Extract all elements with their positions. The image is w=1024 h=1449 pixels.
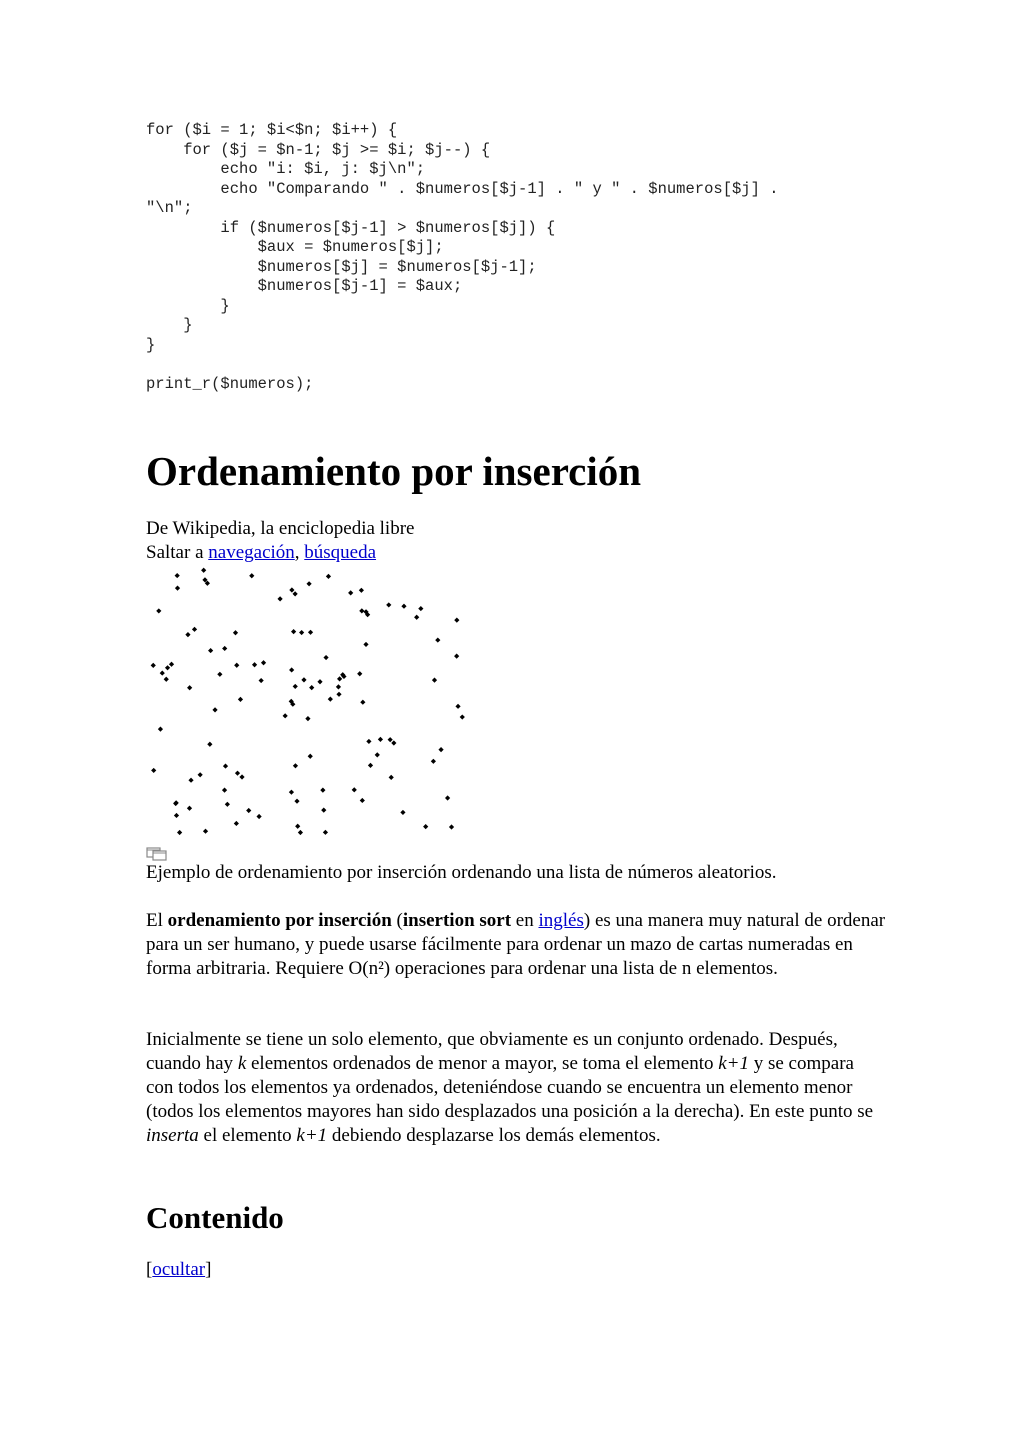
sort-dot <box>414 615 419 620</box>
jump-prefix: Saltar a <box>146 542 209 563</box>
sort-dot <box>173 801 178 806</box>
sort-dot <box>432 678 437 683</box>
sort-dot <box>295 824 300 829</box>
sort-dot <box>207 742 212 747</box>
sort-dot <box>460 714 465 719</box>
article-title: Ordenamiento por inserción <box>146 448 642 494</box>
sort-dot <box>455 704 460 709</box>
sort-dot <box>234 663 239 668</box>
sort-dot <box>308 754 313 759</box>
jump-separator: , <box>294 542 305 563</box>
sort-dot <box>208 648 213 653</box>
sort-dot <box>223 763 228 768</box>
sort-dot <box>160 670 165 675</box>
sort-dot <box>174 813 179 818</box>
sort-dot <box>201 568 206 573</box>
sort-dot <box>289 587 294 592</box>
sort-dot <box>203 829 208 834</box>
sort-dot <box>438 747 443 752</box>
code-block: for ($i = 1; $i<$n; $i++) { for ($j = $n-1; $j >= $i; $j--) { echo "i: $i, j: $j\n"; echo "Comparando " . $numeros[$j-1] . " y " . $numeros[$j] . "\n"; if ($numeros[$j-1] > $numeros[$j]) { $aux = $numeros[$j]; $numeros[$j] = $numeros[$j-1]; $numeros[$j-1] = $aux; } } } print_r($numeros); <box>146 121 779 393</box>
sort-dot <box>400 810 405 815</box>
sort-dot <box>233 630 238 635</box>
sort-dot <box>151 663 156 668</box>
sort-dot <box>192 627 197 632</box>
enlarge-icon[interactable] <box>146 845 168 861</box>
article-meta <box>146 517 414 565</box>
sort-dot <box>435 637 440 642</box>
sort-dot <box>169 662 174 667</box>
sort-dot <box>445 795 450 800</box>
sort-dot <box>401 604 406 609</box>
sort-dot <box>249 573 254 578</box>
description-paragraph: Inicialmente se tiene un solo elemento, que obviamente es un conjunto ordenado. Después, cuando hay k elementos ordenados de menor a mayor, se toma el elemento k+1 y se compara con todos los elementos ya ordenados, deteniéndose cuando se encuentra un elemento menor (todos los elementos mayores han sido desplazados una posición a la derecha). En este punto se inserta el elemento k+1 debiendo desplazarse los demás elementos. <box>146 1029 874 1146</box>
english-link[interactable]: inglés <box>538 910 584 931</box>
sort-dot <box>293 684 298 689</box>
sort-dot <box>359 588 364 593</box>
hide-toc-link[interactable]: ocultar <box>152 1259 206 1280</box>
sort-dot <box>291 629 296 634</box>
sort-dot <box>238 697 243 702</box>
sort-dot <box>375 752 380 757</box>
sort-dot <box>235 771 240 776</box>
english-term-bold: insertion sort <box>402 910 512 931</box>
sort-dot <box>293 591 298 596</box>
sort-dot <box>308 630 313 635</box>
sort-dot <box>309 685 314 690</box>
sort-dot <box>366 739 371 744</box>
sort-dot <box>449 824 454 829</box>
term-bold: ordenamiento por inserción <box>167 910 392 931</box>
sort-dot <box>336 692 341 697</box>
sort-dot <box>256 814 261 819</box>
sort-dot <box>234 821 239 826</box>
sort-dot <box>328 697 333 702</box>
sort-dot <box>363 642 368 647</box>
sort-dot <box>360 700 365 705</box>
sort-dot <box>386 602 391 607</box>
sort-dot <box>305 716 310 721</box>
sort-dot <box>336 684 341 689</box>
sort-dot <box>301 677 306 682</box>
sort-dot <box>198 772 203 777</box>
sort-dot <box>317 679 322 684</box>
sort-dot <box>306 581 311 586</box>
sort-dot <box>177 830 182 835</box>
sort-dot <box>352 787 357 792</box>
sort-dot <box>212 707 217 712</box>
sort-dot <box>277 596 282 601</box>
sort-dot <box>360 798 365 803</box>
figure-caption: Ejemplo de ordenamiento por inserción ordenando una lista de números aleatorios. <box>146 862 777 883</box>
sort-dot <box>357 671 362 676</box>
sort-dot <box>423 824 428 829</box>
sort-dot <box>368 763 373 768</box>
sort-dot <box>175 573 180 578</box>
sort-dot <box>165 665 170 670</box>
sort-dot <box>418 606 423 611</box>
sort-dot <box>388 737 393 742</box>
sort-dot <box>323 655 328 660</box>
sort-dot <box>289 667 294 672</box>
sort-dot <box>289 790 294 795</box>
sort-dot <box>156 608 161 613</box>
navigation-link[interactable]: navegación <box>208 542 295 563</box>
toc-toggle: [ocultar] <box>146 1259 212 1280</box>
sort-dot <box>431 759 436 764</box>
sort-dot <box>246 808 251 813</box>
sort-dot <box>454 618 459 623</box>
sort-dot <box>337 676 342 681</box>
sort-dot <box>321 808 326 813</box>
sort-dot <box>298 830 303 835</box>
sort-dot <box>217 672 222 677</box>
sort-dot <box>188 778 193 783</box>
sort-dot <box>222 646 227 651</box>
sort-dot <box>158 727 163 732</box>
sort-dot <box>175 586 180 591</box>
sort-dot <box>164 677 169 682</box>
sort-dot <box>299 630 304 635</box>
sort-dot <box>259 678 264 683</box>
sort-dot <box>391 740 396 745</box>
search-link[interactable]: búsqueda <box>304 542 377 563</box>
contents-heading: Contenido <box>146 1200 284 1235</box>
sort-dot <box>323 830 328 835</box>
sort-dot <box>454 654 459 659</box>
sort-dot <box>239 774 244 779</box>
sort-dot <box>283 713 288 718</box>
sort-dot <box>294 799 299 804</box>
sort-dot <box>187 685 192 690</box>
sort-dot <box>185 632 190 637</box>
sort-dot <box>261 660 266 665</box>
sort-dot <box>389 775 394 780</box>
sort-dot <box>293 763 298 768</box>
intro-paragraph: El ordenamiento por inserción (insertion sort en inglés) es una manera muy natural de ordenar para un ser humano, y puede usarse fácilmente para ordenar un mazo de cartas numeradas en forma arbitraria. Requiere O(n²) operaciones para ordenar una lista de n elementos. <box>146 910 886 979</box>
sort-dot <box>348 590 353 595</box>
sort-dot <box>225 802 230 807</box>
sort-dot <box>359 608 364 613</box>
sort-dot <box>252 662 257 667</box>
jump-links <box>146 541 414 565</box>
sort-dot <box>151 768 156 773</box>
sort-dot <box>378 737 383 742</box>
tagline: De Wikipedia, la enciclopedia libre <box>146 518 415 539</box>
insertion-sort-animation <box>146 565 476 840</box>
sort-dot <box>222 787 227 792</box>
sort-dot <box>320 788 325 793</box>
sort-dot <box>326 574 331 579</box>
sort-dot <box>187 806 192 811</box>
